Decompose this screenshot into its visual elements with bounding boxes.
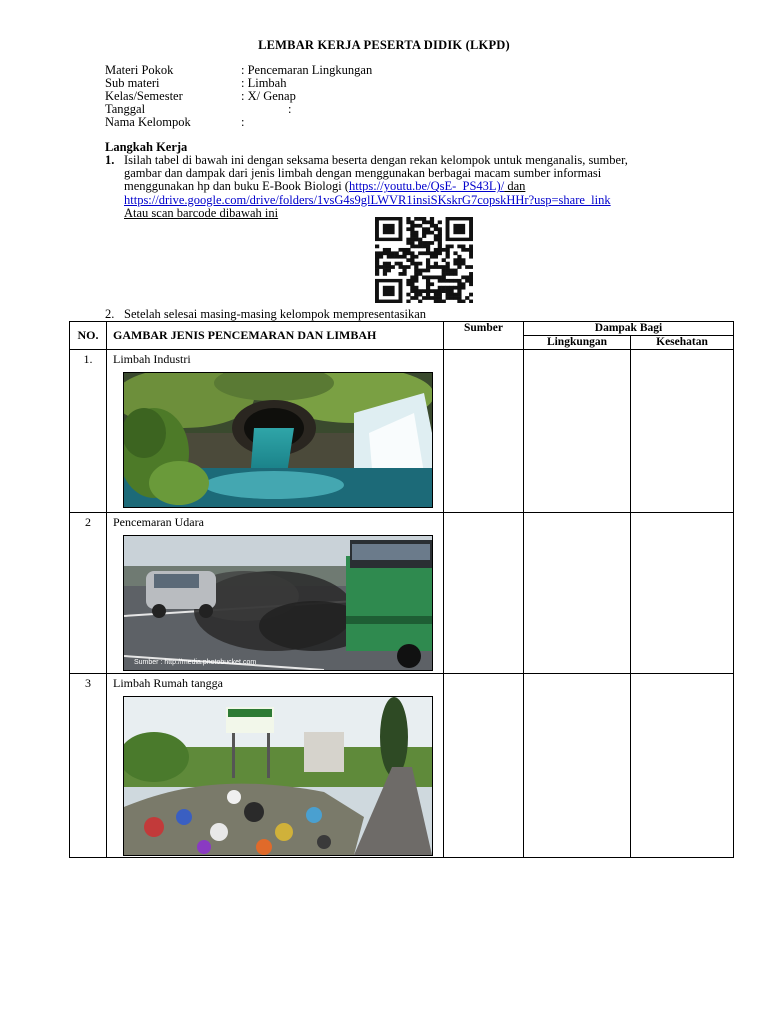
row-sumber-cell[interactable] — [444, 513, 524, 674]
header-no: NO. — [70, 322, 107, 350]
row-label: Limbah Industri — [113, 352, 191, 366]
row-kesehatan-cell[interactable] — [631, 350, 734, 513]
page-title: LEMBAR KERJA PESERTA DIDIK (LKPD) — [258, 38, 510, 52]
industrial-waste-photo — [123, 372, 433, 508]
row-sumber-cell[interactable] — [444, 350, 524, 513]
meta-label: Sub materi — [105, 76, 160, 90]
meta-value: : — [241, 115, 245, 129]
row-kesehatan-cell[interactable] — [631, 513, 734, 674]
row-label: Pencemaran Udara — [113, 515, 204, 529]
youtube-link[interactable]: https://youtu.be/QsE-_PS43L)/ — [348, 179, 505, 194]
row-label: Limbah Rumah tangga — [113, 676, 223, 690]
header-dampak: Dampak Bagi — [524, 322, 734, 336]
meta-value: : X/ Genap — [241, 89, 296, 103]
meta-label: Nama Kelompok — [105, 115, 191, 129]
step-text-a: Isilah tabel di bawah ini dengan seksama beserta dengan rekan kelompok untuk menganalis, sumber, gambar dan dampak dari jenis limbah dengan menggunakan berbagai macam sumber informasi menggunakan hp dan buku E-Book Biologi ( — [124, 153, 628, 194]
header-kesehatan: Kesehatan — [631, 336, 734, 350]
worksheet-table — [69, 321, 734, 858]
header-gambar: GAMBAR JENIS PENCEMARAN DAN LIMBAH — [107, 322, 444, 350]
row-sumber-cell[interactable] — [444, 674, 524, 858]
air-pollution-photo — [123, 535, 433, 671]
row-lingkungan-cell[interactable] — [524, 513, 631, 674]
step-text — [124, 154, 664, 220]
meta-label: Materi Pokok — [105, 63, 174, 77]
drive-link[interactable]: https://drive.google.com/drive/folders/1vsG4s9glLWVR1insiSKskrG7copskHHr?usp=share_link — [124, 192, 611, 207]
step-text-b: dan — [504, 179, 526, 194]
qr-code-icon — [375, 217, 473, 303]
header-sumber: Sumber — [444, 322, 524, 350]
meta-value: : — [288, 102, 292, 116]
row-number: 2 — [70, 513, 107, 674]
meta-value: : Limbah — [241, 76, 287, 90]
table-row — [70, 513, 734, 674]
row-kesehatan-cell[interactable] — [631, 674, 734, 858]
row-gambar-cell — [107, 674, 444, 858]
household-waste-photo — [123, 696, 433, 856]
meta-value: : Pencemaran Lingkungan — [241, 63, 373, 77]
photo-caption: Sumber : http://media.photobucket.com — [134, 659, 257, 666]
header-lingkungan: Lingkungan — [524, 336, 631, 350]
step-number: 2. — [105, 307, 115, 321]
section-heading: Langkah Kerja — [105, 140, 188, 154]
row-gambar-cell — [107, 513, 444, 674]
step-number: 1. — [105, 153, 115, 167]
meta-label: Kelas/Semester — [105, 89, 183, 103]
row-number: 3 — [70, 674, 107, 858]
row-lingkungan-cell[interactable] — [524, 674, 631, 858]
row-gambar-cell — [107, 350, 444, 513]
row-number: 1. — [70, 350, 107, 513]
table-row — [70, 674, 734, 858]
row-lingkungan-cell[interactable] — [524, 350, 631, 513]
meta-label: Tanggal — [105, 102, 146, 116]
table-row — [70, 350, 734, 513]
step-text: Setelah selesai masing-masing kelompok mempresentasikan — [124, 307, 427, 321]
scan-instruction: Atau scan barcode dibawah ini — [124, 205, 279, 220]
